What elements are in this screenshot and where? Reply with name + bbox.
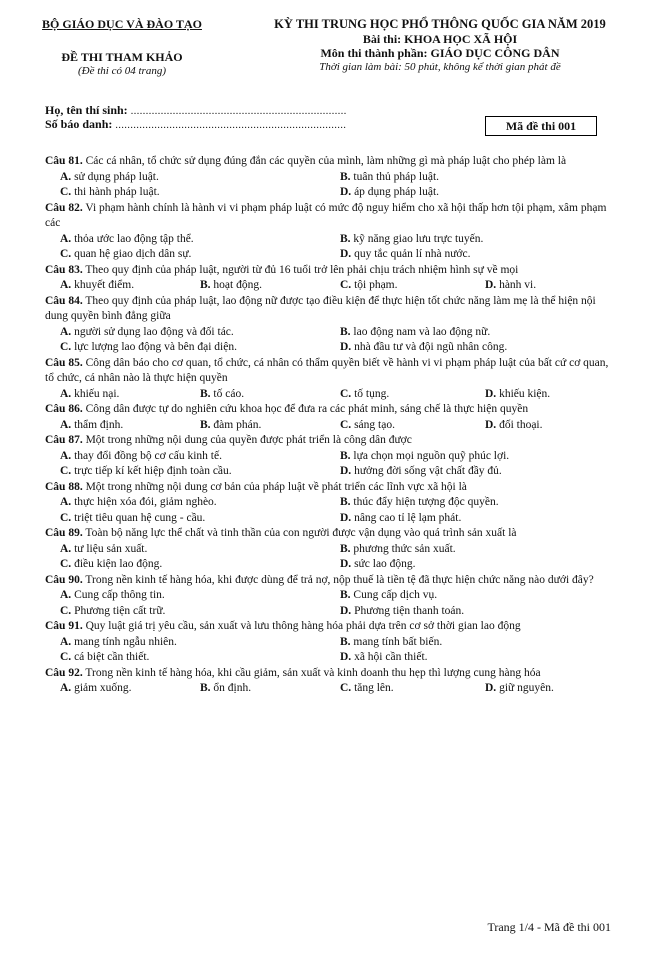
option-text: mang tính bất biến. xyxy=(353,635,443,648)
answer-option xyxy=(60,557,162,573)
answer-option xyxy=(340,511,461,527)
options-row xyxy=(45,449,613,465)
option-text: khiếu nại. xyxy=(74,387,120,400)
options-row xyxy=(45,387,613,403)
question-text: Quy luật giá trị yêu cầu, sản xuất và lưu thông hàng hóa phải dựa trên cơ sở thời gian lao động xyxy=(85,620,521,632)
answer-option xyxy=(200,418,261,434)
question-number: Câu 84. xyxy=(45,294,83,307)
option-letter: C. xyxy=(340,682,352,694)
answer-option xyxy=(340,418,395,434)
options-row xyxy=(45,340,613,356)
question-item xyxy=(45,433,613,480)
question-item xyxy=(45,154,613,201)
answer-option xyxy=(340,464,502,480)
option-text: cá biệt cần thiết. xyxy=(74,651,150,663)
option-letter: C. xyxy=(340,387,352,400)
answer-option xyxy=(340,495,499,511)
option-text: nhà đầu tư và đội ngũ nhân công. xyxy=(354,341,508,353)
option-text: hành vi. xyxy=(499,279,537,291)
header-right xyxy=(235,16,645,74)
option-letter: B. xyxy=(340,232,351,245)
option-letter: B. xyxy=(200,418,211,431)
options-row xyxy=(45,511,613,527)
option-letter: C. xyxy=(340,418,352,431)
answer-option xyxy=(60,588,165,604)
option-letter: B. xyxy=(200,279,211,291)
option-letter: D. xyxy=(340,341,352,353)
option-text: tội phạm. xyxy=(354,279,398,291)
question-number: Câu 88. xyxy=(45,480,83,493)
answer-option xyxy=(60,604,165,620)
question-stem xyxy=(45,294,613,325)
answer-option xyxy=(340,247,470,263)
option-text: tố cáo. xyxy=(213,387,245,400)
option-letter: B. xyxy=(340,170,351,183)
id-blank: ............................................................................. xyxy=(115,120,347,131)
answer-option xyxy=(340,542,456,558)
options-row xyxy=(45,170,613,186)
option-text: Phương tiện thanh toán. xyxy=(354,604,465,617)
answer-option xyxy=(60,449,222,465)
question-number: Câu 89. xyxy=(45,527,83,539)
answer-option xyxy=(340,340,507,356)
option-letter: A. xyxy=(60,542,72,555)
answer-option xyxy=(340,681,394,697)
options-row xyxy=(45,464,613,480)
answer-option xyxy=(60,387,119,403)
answer-option xyxy=(60,495,217,511)
option-letter: A. xyxy=(60,449,72,462)
question-number: Câu 90. xyxy=(45,573,83,586)
question-item xyxy=(45,201,613,263)
option-text: đàm phán. xyxy=(213,418,262,431)
question-text: Vi phạm hành chính là hành vi vi phạm pháp luật có mức độ nguy hiểm cho xã hội thấp hơn tội phạm, xâm phạm các xyxy=(45,201,607,229)
question-number: Câu 87. xyxy=(45,434,83,446)
question-item xyxy=(45,573,613,620)
option-text: lực lượng lao động và bên đại diện. xyxy=(74,341,237,353)
option-letter: D. xyxy=(485,682,497,694)
question-item xyxy=(45,480,613,527)
answer-option xyxy=(60,511,205,527)
option-text: thẩm định. xyxy=(74,418,124,431)
id-label: Số báo danh: xyxy=(45,117,113,131)
question-text: Trong nền kinh tế hàng hóa, khi được dùng để trả nợ, nộp thuế là tiền tệ đã thực hiện chức năng nào dưới đây? xyxy=(85,573,594,586)
answer-option xyxy=(340,449,509,465)
option-letter: C. xyxy=(60,186,72,198)
option-text: mang tính ngẫu nhiên. xyxy=(74,635,177,648)
answer-option xyxy=(60,418,123,434)
option-text: người sử dụng lao động và đối tác. xyxy=(74,325,234,338)
option-text: hoạt động. xyxy=(213,279,262,291)
options-row xyxy=(45,247,613,263)
option-letter: B. xyxy=(340,589,351,601)
answer-option xyxy=(485,418,543,434)
answer-option xyxy=(60,247,191,263)
option-text: triệt tiêu quan hệ cung - cầu. xyxy=(74,511,206,524)
question-item xyxy=(45,666,613,697)
option-letter: A. xyxy=(60,387,72,400)
question-stem xyxy=(45,402,613,418)
question-stem xyxy=(45,526,613,542)
question-item xyxy=(45,526,613,573)
option-letter: D. xyxy=(485,279,497,291)
question-stem xyxy=(45,573,613,589)
exam-code-box: Mã đề thi 001 xyxy=(485,116,597,136)
option-text: thi hành pháp luật. xyxy=(74,186,160,198)
option-letter: A. xyxy=(60,325,72,338)
option-text: tố tụng. xyxy=(354,387,390,400)
answer-option xyxy=(340,325,490,341)
option-text: tư liệu sản xuất. xyxy=(74,542,148,555)
option-text: giữ nguyên. xyxy=(499,682,554,694)
option-letter: B. xyxy=(340,542,351,555)
answer-option xyxy=(340,635,442,651)
options-row xyxy=(45,557,613,573)
option-letter: B. xyxy=(340,325,351,338)
option-letter: C. xyxy=(60,248,72,260)
options-row xyxy=(45,542,613,558)
ministry-name: BỘ GIÁO DỤC VÀ ĐÀO TẠO xyxy=(42,17,202,31)
answer-option xyxy=(60,325,234,341)
question-text: Toàn bộ năng lực thể chất và tinh thần của con người được vận dụng vào quá trình sản xuất là xyxy=(85,527,517,539)
option-text: sáng tạo. xyxy=(354,418,395,431)
options-row xyxy=(45,650,613,666)
question-text: Công dân báo cho cơ quan, tổ chức, cá nhân có thẩm quyền biết về hành vi vi phạm pháp luật của bất cứ cơ quan, tổ chức, cá nhân nào là thực hiện quyền xyxy=(45,356,609,384)
option-letter: D. xyxy=(340,465,352,477)
answer-option xyxy=(340,588,437,604)
question-text: Theo quy định của pháp luật, người từ đủ 16 tuổi trở lên phải chịu trách nhiệm hình sự về mọi xyxy=(85,263,519,276)
option-letter: C. xyxy=(340,279,352,291)
answer-option xyxy=(60,340,237,356)
question-text: Theo quy định của pháp luật, lao động nữ được tạo điều kiện để thực hiện tốt chức năng làm mẹ là thể hiện nội dung quyền bình đẳng giữa xyxy=(45,294,596,322)
answer-option xyxy=(340,278,398,294)
option-letter: A. xyxy=(60,279,72,291)
pages-note: (Đề thi có 04 trang) xyxy=(78,65,166,77)
options-row xyxy=(45,681,613,697)
candidate-info xyxy=(45,104,347,132)
option-text: tăng lên. xyxy=(354,682,394,694)
answer-option xyxy=(340,604,464,620)
option-letter: D. xyxy=(340,651,352,663)
option-text: lao động nam và lao động nữ. xyxy=(353,325,491,338)
option-letter: A. xyxy=(60,232,72,245)
exam-part: Bài thi: KHOA HỌC XÃ HỘI xyxy=(362,32,518,46)
option-letter: C. xyxy=(60,651,72,663)
option-text: hưởng đời sống vật chất đầy đủ. xyxy=(354,465,502,477)
answer-option xyxy=(340,387,389,403)
question-stem xyxy=(45,433,613,449)
option-text: tuân thủ pháp luật. xyxy=(353,170,440,183)
question-item xyxy=(45,619,613,666)
option-letter: D. xyxy=(340,604,352,617)
question-stem xyxy=(45,154,613,170)
answer-option xyxy=(60,542,147,558)
option-letter: D. xyxy=(485,387,497,400)
option-text: thay đổi đồng bộ cơ cấu kinh tế. xyxy=(74,449,222,462)
options-row xyxy=(45,635,613,651)
option-letter: A. xyxy=(60,170,72,183)
options-row xyxy=(45,495,613,511)
option-text: lựa chọn mọi nguồn quỹ phúc lợi. xyxy=(353,449,510,462)
answer-option xyxy=(485,681,554,697)
answer-option xyxy=(200,681,251,697)
question-stem xyxy=(45,619,613,635)
options-row xyxy=(45,418,613,434)
question-number: Câu 91. xyxy=(45,620,83,632)
question-stem xyxy=(45,666,613,682)
option-text: Cung cấp dịch vụ. xyxy=(353,589,438,601)
answer-option xyxy=(60,170,159,186)
question-item xyxy=(45,356,613,403)
option-text: nâng cao tỉ lệ lạm phát. xyxy=(354,511,462,524)
question-item xyxy=(45,294,613,356)
option-letter: D. xyxy=(340,248,352,260)
subject: Môn thi thành phần: GIÁO DỤC CÔNG DÂN xyxy=(320,46,560,60)
option-text: trực tiếp kí kết hiệp định toàn cầu. xyxy=(74,465,232,477)
header-left xyxy=(22,16,222,78)
option-text: kỹ năng giao lưu trực tuyến. xyxy=(353,232,484,245)
answer-option xyxy=(340,650,428,666)
options-row xyxy=(45,588,613,604)
option-text: ổn định. xyxy=(213,682,252,694)
answer-option xyxy=(60,232,194,248)
option-letter: C. xyxy=(60,341,72,353)
question-number: Câu 81. xyxy=(45,155,83,167)
question-text: Trong nền kinh tế hàng hóa, khi cầu giảm, sản xuất và kinh doanh thu hẹp thì lượng cung hàng hóa xyxy=(85,666,541,679)
question-number: Câu 83. xyxy=(45,263,83,276)
option-text: áp dụng pháp luật. xyxy=(354,186,440,198)
name-blank: ........................................................................ xyxy=(130,106,347,117)
option-letter: D. xyxy=(340,186,352,198)
options-row xyxy=(45,604,613,620)
options-row xyxy=(45,232,613,248)
option-text: thỏa ước lao động tập thể. xyxy=(74,232,194,245)
answer-option xyxy=(200,387,244,403)
option-text: quy tắc quản lí nhà nước. xyxy=(354,248,471,260)
questions-list xyxy=(45,154,613,697)
option-text: xã hội cần thiết. xyxy=(354,651,428,663)
answer-option xyxy=(60,278,134,294)
option-text: thực hiện xóa đói, giảm nghèo. xyxy=(74,496,217,508)
option-letter: A. xyxy=(60,682,72,694)
option-letter: B. xyxy=(340,635,351,648)
option-letter: C. xyxy=(60,511,72,524)
question-stem xyxy=(45,201,613,232)
option-text: điều kiện lao động. xyxy=(74,558,163,570)
option-text: khuyết điểm. xyxy=(74,279,135,291)
option-letter: B. xyxy=(200,387,211,400)
option-letter: A. xyxy=(60,496,72,508)
options-row xyxy=(45,325,613,341)
question-stem xyxy=(45,480,613,496)
question-text: Một trong những nội dung của quyền được phát triển là công dân được xyxy=(85,434,412,446)
question-number: Câu 85. xyxy=(45,356,83,369)
time-note: Thời gian làm bài: 50 phút, không kể thời gian phát đề xyxy=(319,61,561,73)
answer-option xyxy=(60,635,177,651)
option-letter: B. xyxy=(200,682,211,694)
option-letter: A. xyxy=(60,589,72,601)
question-item xyxy=(45,263,613,294)
exam-title: KỲ THI TRUNG HỌC PHỔ THÔNG QUỐC GIA NĂM 2019 xyxy=(274,17,606,31)
question-text: Một trong những nội dung cơ bản của pháp luật về phát triển các lĩnh vực xã hội là xyxy=(85,480,467,493)
answer-option xyxy=(340,232,483,248)
answer-option xyxy=(485,278,536,294)
question-item xyxy=(45,402,613,433)
option-text: sử dụng pháp luật. xyxy=(74,170,159,183)
question-text: Công dân được tự do nghiên cứu khoa học để đưa ra các phát minh, sáng chế là thực hiện quyền xyxy=(85,403,529,415)
option-letter: A. xyxy=(60,635,72,648)
option-letter: C. xyxy=(60,558,72,570)
option-text: giảm xuống. xyxy=(74,682,132,694)
answer-option xyxy=(60,464,232,480)
answer-option xyxy=(60,185,160,201)
option-text: sức lao động. xyxy=(354,558,416,570)
options-row xyxy=(45,278,613,294)
option-text: quan hệ giao dịch dân sự. xyxy=(74,248,192,260)
option-text: Cung cấp thông tin. xyxy=(74,589,165,601)
answer-option xyxy=(485,387,550,403)
question-text: Các cá nhân, tổ chức sử dụng đúng đắn các quyền của mình, làm những gì mà pháp luật cho phép làm là xyxy=(85,155,567,167)
option-letter: D. xyxy=(340,511,352,524)
option-text: Phương tiện cất trữ. xyxy=(74,604,166,617)
option-letter: B. xyxy=(340,496,351,508)
name-label: Họ, tên thí sinh: xyxy=(45,103,128,117)
option-letter: A. xyxy=(60,418,72,431)
option-letter: B. xyxy=(340,449,351,462)
doc-type: ĐỀ THI THAM KHẢO xyxy=(61,50,183,64)
answer-option xyxy=(60,681,132,697)
option-text: khiếu kiện. xyxy=(499,387,551,400)
option-letter: C. xyxy=(60,604,72,617)
question-number: Câu 92. xyxy=(45,666,83,679)
page-footer: Trang 1/4 - Mã đề thi 001 xyxy=(487,920,611,934)
answer-option xyxy=(340,557,416,573)
answer-option xyxy=(340,185,439,201)
question-stem xyxy=(45,356,613,387)
option-letter: C. xyxy=(60,465,72,477)
option-letter: D. xyxy=(485,418,497,431)
answer-option xyxy=(340,170,439,186)
answer-option xyxy=(200,278,262,294)
options-row xyxy=(45,185,613,201)
question-number: Câu 82. xyxy=(45,201,83,214)
option-text: phương thức sản xuất. xyxy=(353,542,456,555)
option-text: thúc đẩy hiện tượng độc quyền. xyxy=(353,496,499,508)
option-letter: D. xyxy=(340,558,352,570)
option-text: đối thoại. xyxy=(499,418,543,431)
answer-option xyxy=(60,650,149,666)
question-stem xyxy=(45,263,613,279)
question-number: Câu 86. xyxy=(45,403,83,415)
